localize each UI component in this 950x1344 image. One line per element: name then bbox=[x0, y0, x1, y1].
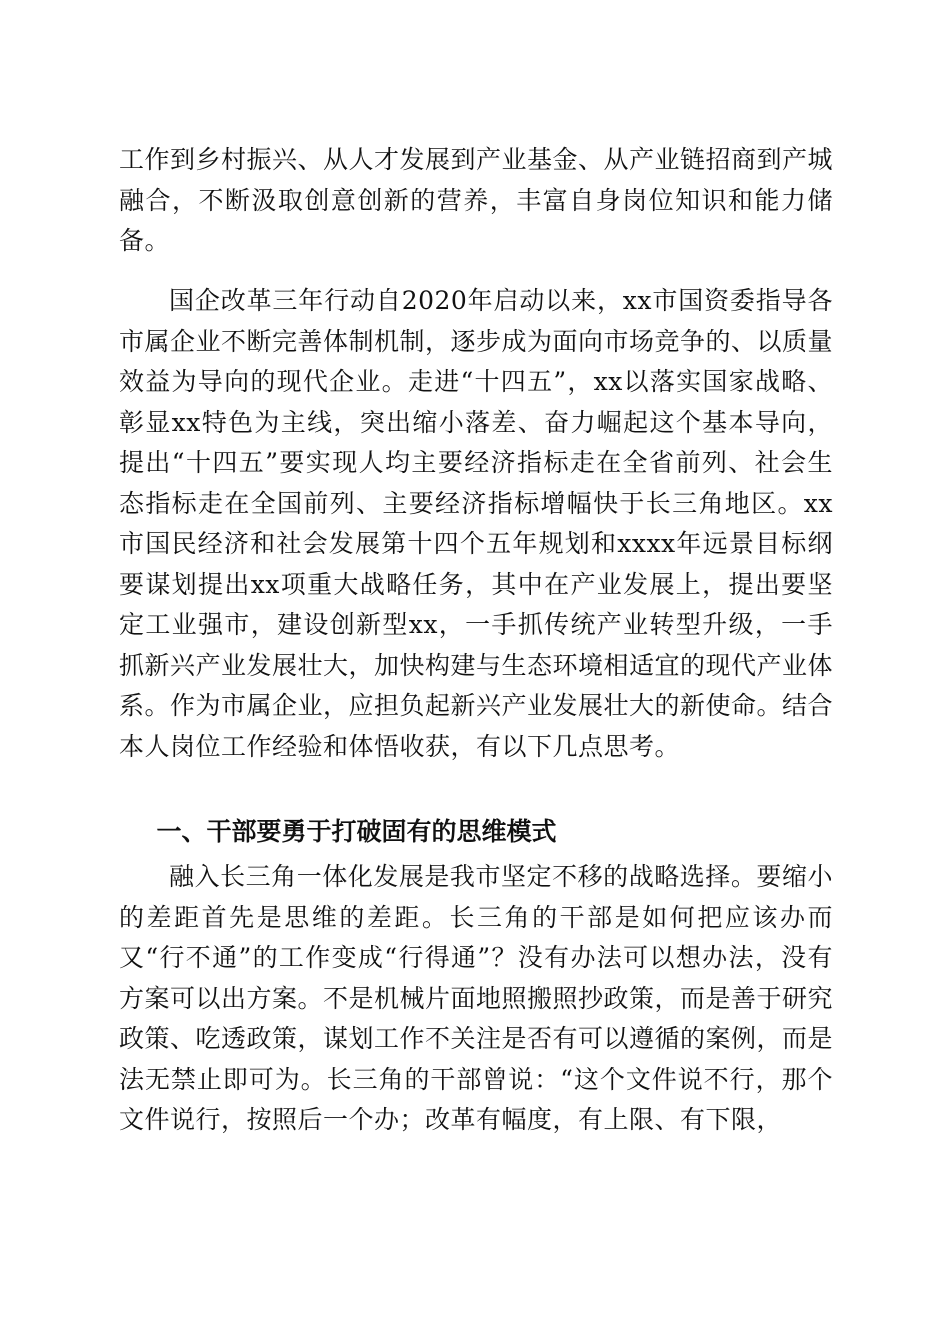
section-heading: 一、干部要勇于打破固有的思维模式 bbox=[156, 817, 557, 846]
paragraph-mindset: 融入长三角一体化发展是我市坚定不移的战略选择。要缩小的差距首先是思维的差距。长三角的干部是如何把应该办而又“行不通”的工作变成“行得通”？没有办法可以想办法，没有方案可以出方案。不是机械片面地照搬照抄政策，而是善于研究政策、吃透政策，谋划工作不关注是否有可以遵循的案例，而是法无禁止即可为。长三角的干部曾说：“这个文件说不行，那个文件说行，按照后一个办；改革有幅度，有上限、有下限， bbox=[119, 862, 834, 1134]
paragraph-continued: 工作到乡村振兴、从人才发展到产业基金、从产业链招商到产城融合，不断汲取创意创新的营养，丰富自身岗位知识和能力储备。 bbox=[119, 145, 834, 255]
paragraph-soe-reform: 国企改革三年行动自2020年启动以来，xx市国资委指导各市属企业不断完善体制机制，逐步成为面向市场竞争的、以质量效益为导向的现代企业。走进“十四五”，xx以落实国家战略、彰显xx特色为主线，突出缩小落差、奋力崛起这个基本导向，提出“十四五”要实现人均主要经济指标走在全省前列、社会生态指标走在全国前列、主要经济指标增幅快于长三角地区。xx市国民经济和社会发展第十四个五年规划和xxxx年远景目标纲要谋划提出xx项重大战略任务，其中在产业发展上，提出要坚定工业强市，建设创新型xx，一手抓传统产业转型升级，一手抓新兴产业发展壮大，加快构建与生态环境相适宜的现代产业体系。作为市属企业，应担负起新兴产业发展壮大的新使命。结合本人岗位工作经验和体悟收获，有以下几点思考。 bbox=[119, 286, 834, 761]
